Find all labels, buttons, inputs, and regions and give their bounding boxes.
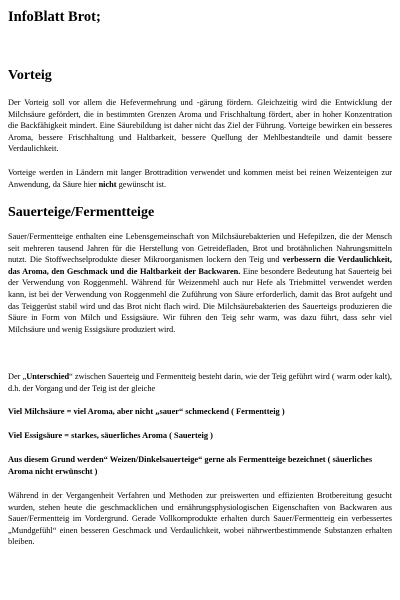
text-run: Vorteige werden in Ländern mit langer Brottradition verwendet und kommen meist bei reinen Weizenteigen zur Anwendung, da Säure hier (8, 168, 392, 189)
text-run: Eine besondere Bedeutung hat Sauerteig bei der Verwendung von Roggenmehl. Während für Weizenmehl auch nur Hefe als Triebmittel verwendet werden kann, ist bei der Verwendung von Roggenmehl die Zuführung von Säure erforderlich, damit das Brot aufgeht und das Teiggerüst stabil wird und das Brot nicht flach wird. Die Milchsäurebakterien des Sauerteigs produzieren die Säure in Form von Milch und Essigsäure. Wir führen den Teig sehr warm, was dazu führt, dass sehr viel Milchsäure und wenig Essigsäure produziert wird. (8, 266, 392, 334)
section-heading-vorteig: Vorteig (8, 68, 52, 83)
text-run: “ zwischen Sauerteig und Fermentteig besteht darin, wie der Teig geführt wird ( warm oder kalt), d.h. der Vorgang und der Teig ist der gleiche (8, 372, 392, 393)
fermentteig-statement: Viel Milchsäure = viel Aroma, aber nicht „sauer“ schmeckend ( Fermentteig ) (8, 407, 285, 416)
emphasis-text: nicht (98, 179, 117, 189)
section-heading-sauerteige: Sauerteige/Fermentteige (8, 205, 155, 220)
text-run: gewünscht ist. (116, 179, 167, 189)
sauerteige-paragraph-1 (8, 231, 392, 335)
weizen-dinkel-statement: Aus diesem Grund werden“ Weizen/Dinkelsauerteige“ gerne als Fermentteige bezeichnet ( säuerliches Aroma nicht erwünscht ) (8, 455, 373, 476)
text-run: Der „ (8, 372, 27, 381)
vorteig-paragraph-1: Der Vorteig soll vor allem die Hefevermehrung und -gärung fördern. Gleichzeitig wird die Entwicklung der Milchsäure gefördert, die in bestimmten Grenzen Aroma und Frischhaltung fördert, aber in hoher Konzentration die Backfähigkeit mindert. Eine Säurebildung ist daher nicht das Ziel der Führung. Vorteige bewirken ein besseres Aroma, bessere Frischhaltung und Haltbarkeit, bessere Quellung der Mehlbestandteile und damit bessere Verdaulichkeit. (8, 98, 392, 154)
emphasis-text: Unterschied (26, 372, 70, 381)
document-title: InfoBlatt Brot; (8, 9, 101, 25)
sauerteige-paragraph-2 (8, 371, 392, 394)
sauerteige-paragraph-3: Während in der Vergangenheit Verfahren und Methoden zur preiswerten und effizienten Brotbereitung gesucht wurden, stehen heute die geschmacklichen und ernährungsphysiologischen Eigenschaften von Backwaren aus Sauer/Fermentteig im Vordergrund. Gerade Vollkornprodukte erhalten durch Sauer/Fermentteig ein verbessertes „Mundgefühl“ einen besseren Geschmack und Verdaulichkeit, wobei nährwertbestimmende Substanzen erhalten bleiben. (8, 491, 392, 547)
vorteig-paragraph-2 (8, 167, 392, 190)
emphasis-text: verbessern die Verdaulichkeit, das Aroma, den Geschmack und die Haltbarkeit der Backwaren. (8, 255, 392, 276)
text-run: Sauer/Fermentteige enthalten eine Lebensgemeinschaft von Milchsäurebakterien und Hefepilzen, die der Mensch seit mehreren tausend Jahren für die Herstellung von Getreidefladen, Brot und brotähnlichen Nahrungsmitteln nutzt. Die Stoffwechselprodukte dieser Mikroorganismen lockern den Teig und (8, 232, 392, 265)
sauerteig-statement: Viel Essigsäure = starkes, säuerliches Aroma ( Sauerteig ) (8, 431, 213, 440)
